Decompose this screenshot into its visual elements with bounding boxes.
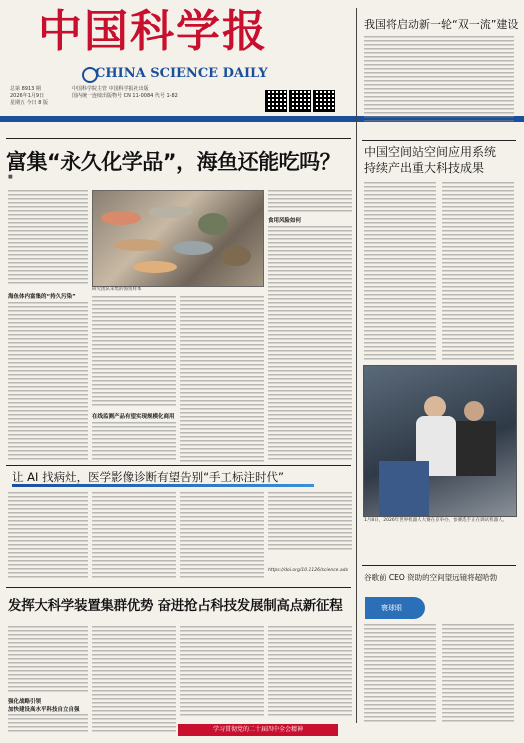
publisher-line: 中国科学报社出版: [108, 86, 149, 92]
article-text: [180, 626, 264, 718]
qr-code-icon: [265, 90, 287, 112]
robot-contest-photo: [363, 365, 517, 517]
right-top-headline: 我国将启动新一轮“双一流”建设: [364, 18, 519, 31]
publisher-line: 代号 1-82: [154, 93, 178, 99]
main-subhead: 食用风险如何: [268, 218, 302, 224]
masthead-subtitle: CHINA SCIENCE DAILY: [95, 66, 268, 81]
issue-pages: 今日 8 版: [26, 100, 48, 106]
article-text: [8, 190, 88, 285]
publisher-line: 中国科学院主管: [72, 86, 108, 92]
qr-code-icon: [313, 90, 335, 112]
column-divider: [356, 8, 357, 723]
article-text: [364, 624, 436, 722]
issue-weekday: 星期五: [10, 100, 26, 106]
issue-date: 2026年1月9日: [10, 93, 45, 99]
article-text: [92, 296, 176, 406]
article-text: [92, 422, 176, 462]
article-text: [268, 190, 352, 212]
lower-subhead: 加快建设高水平科技自立自强: [8, 707, 80, 713]
article-text: [442, 182, 514, 360]
qr-code-icon: [289, 90, 311, 112]
article-text: [364, 182, 436, 360]
article-text: [442, 624, 514, 722]
article-text: [8, 714, 88, 734]
divider: [362, 140, 516, 141]
article-text: [268, 226, 352, 462]
article-text: [92, 492, 176, 580]
banner: 学习贯彻党的二十届四中全会精神: [178, 724, 338, 736]
ai-headline: 让 AI 找病灶，医学影像诊断有望告别“手工标注时代”: [12, 470, 284, 484]
lower-subhead: 强化战略引领: [8, 699, 42, 705]
article-text: [268, 492, 352, 552]
column-badge: 寰球眼: [365, 597, 425, 619]
article-text: [8, 302, 88, 462]
fish-photo: [92, 190, 264, 287]
divider: [6, 587, 351, 588]
article-text: [8, 492, 88, 580]
photo-caption: 1月8日，2026年世界机器人大赛在京举办，参赛选手正在调试机器人。: [364, 518, 508, 523]
main-headline: 富集“永久化学品”，海鱼还能吃吗？: [6, 150, 341, 174]
article-text: [92, 626, 176, 734]
publisher-info: [72, 86, 262, 100]
divider: [6, 138, 351, 139]
space-headline-1: 中国空间站空间应用系统: [364, 145, 497, 159]
article-text: [8, 626, 88, 692]
lower-headline: 发挥大科学装置集群优势 奋进抢占科技发展制高点新征程: [8, 598, 343, 614]
main-subhead: 海鱼体内富集的“持久污染”: [8, 294, 76, 300]
main-subhead: 在线监测产品有望实现规模化商用: [92, 414, 175, 420]
ceo-headline: 谷歌前 CEO 资助的空间望远镜将超哈勃: [364, 573, 498, 582]
article-text: [180, 296, 264, 462]
divider: [6, 465, 351, 466]
publisher-line: 国内统一连续出版物号 CN 11-0084: [72, 93, 154, 99]
photo-caption: 研究团队采集的海鱼样本: [92, 287, 142, 292]
doi-link[interactable]: https://doi.org/10.1126/science.adx: [268, 568, 349, 573]
headline-underline: [12, 484, 314, 487]
masthead-title: 中国科学报: [38, 6, 268, 57]
article-text: [268, 626, 352, 718]
issue-info: [10, 86, 48, 107]
space-headline-2: 持续产出重大科技成果: [364, 161, 485, 175]
byline: ■: [8, 174, 13, 180]
article-text: [364, 36, 514, 122]
issue-number: 总第 8913 期: [10, 86, 41, 92]
divider: [362, 565, 516, 566]
article-text: [180, 492, 264, 580]
